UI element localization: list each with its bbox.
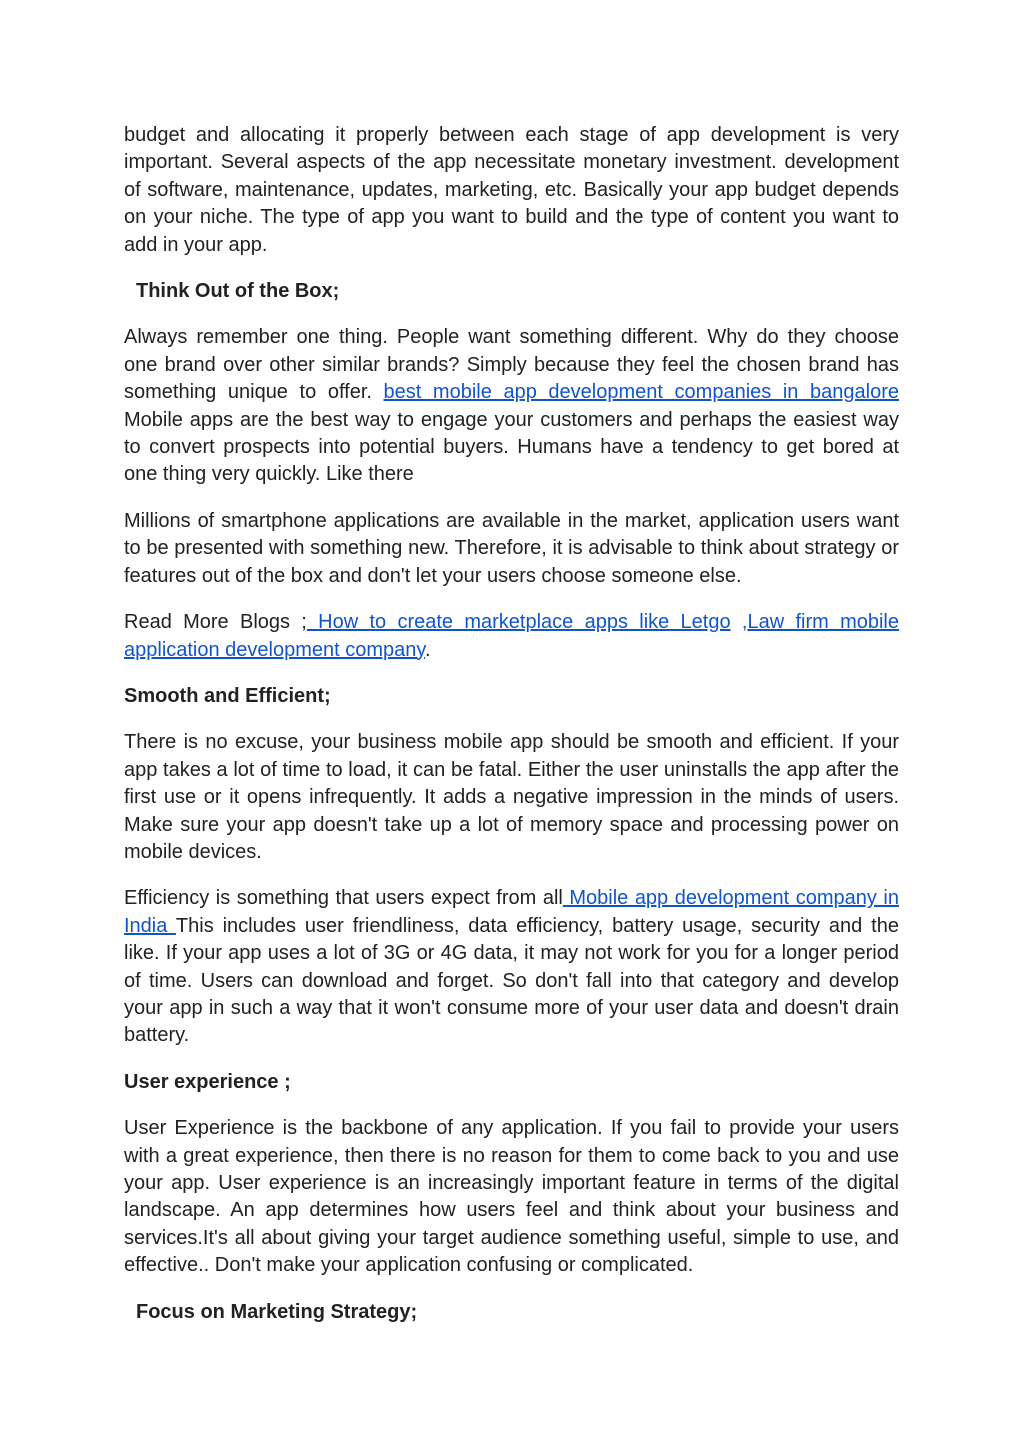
text-segment: Mobile apps are the best way to engage your customers and perhaps the easiest way to convert prospects into potential buyers. Humans have a tendency to get bored at one thing very quickly. Like there [124,408,899,486]
link-law-firm-app-development[interactable]: ,Law firm mobile application development company [124,611,900,661]
link-best-mobile-app-companies-bangalore[interactable]: best mobile app development companies in bangalore [383,381,899,404]
document-body [124,122,899,1345]
text-segment: This includes user friendliness, data efficiency, battery usage, security and the like. If your app uses a lot of 3G or 4G data, it may not work for you for a longer period of time. Users can download and forget. So don't fall into that category and develop your app in such a way that it won't consume more of your user data and doesn't drain battery. [124,914,899,1047]
text-segment: Read More Blogs ; [124,611,307,634]
text-segment [731,611,742,633]
text-segment: Efficiency is something that users expect from all [124,887,563,910]
link-marketplace-apps-like-letgo[interactable]: How to create marketplace apps like Letgo [306,611,731,634]
text-segment: . [424,638,431,661]
link-mobile-app-company-india[interactable]: Mobile app development company in India [124,887,900,937]
text-segment: Always remember one thing. People want something different. Why do they choose one brand over other similar brands? Simply because they feel the chosen brand has something unique to offer. [124,326,899,404]
paragraph-efficiency [124,885,899,1049]
paragraph-budget: budget and allocating it properly between each stage of app development is very important. Several aspects of the app necessitate monetary investment. development of software, maintenance, updates, marketing, etc. Basically your app budget depends on your niche. The type of app you want to build and the type of content you want to add in your app. [124,124,899,256]
paragraph-no-excuse: There is no excuse, your business mobile app should be smooth and efficient. If your app takes a lot of time to load, it can be fatal. Either the user uninstalls the app after the first use or it opens infrequently. It adds a negative impression in the minds of users. Make sure your app doesn't take up a lot of memory space and processing power on mobile devices. [124,731,899,863]
paragraph-user-experience: User Experience is the backbone of any application. If you fail to provide your users with a great experience, then there is no reason for them to come back to you and use your app. User experience is an increasingly important feature in terms of the digital landscape. An app determines how users feel and think about your business and services.It's all about giving your target audience something useful, simple to use, and effective.. Don't make your application confusing or complicated. [124,1117,899,1277]
paragraph-millions-of-apps: Millions of smartphone applications are available in the market, application users want to be presented with something new. Therefore, it is advisable to think about strategy or features out of the box and don't let your users choose someone else. [124,509,899,587]
paragraph-read-more-blogs [124,609,899,664]
paragraph-always-remember [124,324,899,488]
heading-user-experience: User experience ; [124,1070,291,1093]
heading-think-out-of-the-box: Think Out of the Box; [136,280,340,303]
heading-focus-on-marketing: Focus on Marketing Strategy; [136,1300,418,1323]
heading-smooth-and-efficient: Smooth and Efficient; [124,684,331,707]
